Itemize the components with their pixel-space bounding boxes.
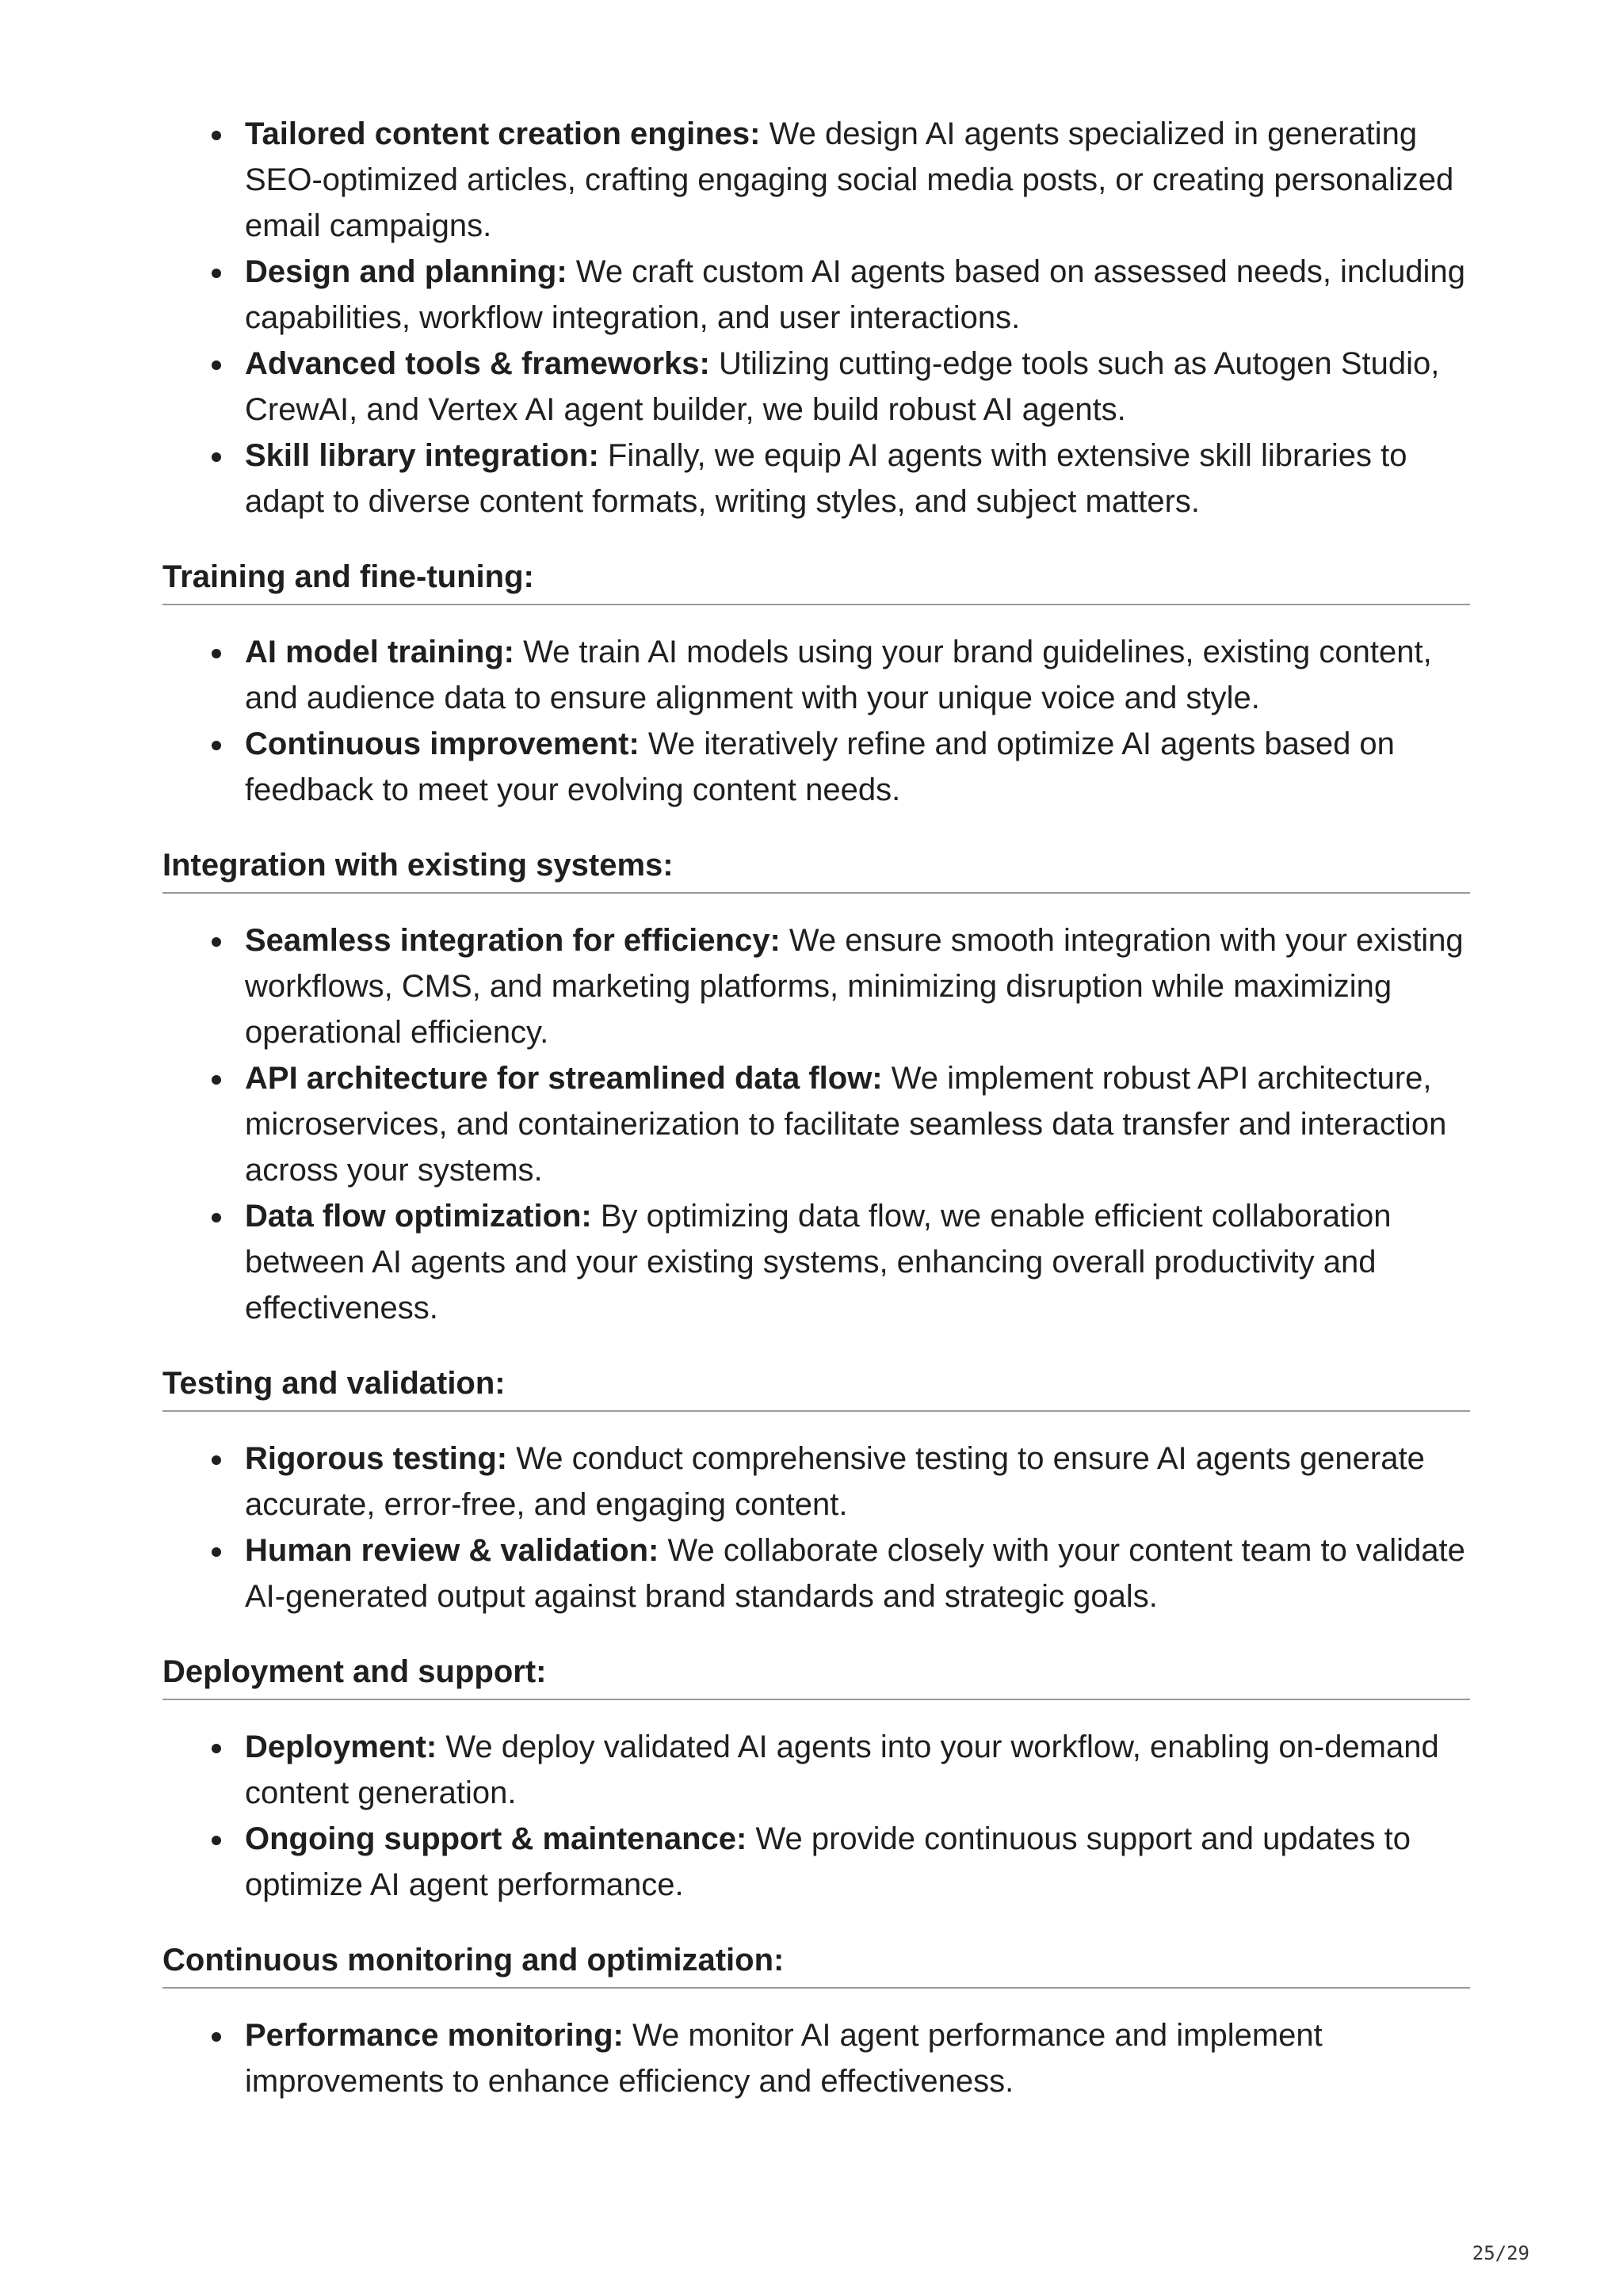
training-list [162, 629, 1470, 813]
list-item-text: We craft custom AI agents based on assessed needs, including capabilities, workflow integration, and user interactions. [245, 254, 1465, 335]
list-item-term: AI model training: [245, 635, 514, 669]
list-item [245, 1436, 1470, 1527]
testing-list [162, 1436, 1470, 1619]
list-item-term: Performance monitoring: [245, 2018, 624, 2053]
list-item-term: Design and planning: [245, 254, 567, 289]
list-item-text: We collaborate closely with your content team to validate AI-generated output against brand standards and strategic goals. [245, 1533, 1465, 1614]
section-heading-training: Training and fine-tuning: [162, 556, 1470, 605]
section-heading-monitoring: Continuous monitoring and optimization: [162, 1939, 1470, 1989]
monitoring-list [162, 2012, 1470, 2104]
list-item-text: We iteratively refine and optimize AI agents based on feedback to meet your evolving content needs. [245, 727, 1395, 807]
list-item-term: API architecture for streamlined data flow: [245, 1061, 883, 1096]
list-item-term: Seamless integration for efficiency: [245, 923, 781, 958]
list-item-text: By optimizing data flow, we enable efficient collaboration between AI agents and your existing systems, enhancing overall productivity and effectiveness. [245, 1199, 1392, 1325]
list-item-term: Skill library integration: [245, 438, 599, 473]
list-item-text: We monitor AI agent performance and implement improvements to enhance efficiency and effectiveness. [245, 2018, 1323, 2099]
list-item-term: Rigorous testing: [245, 1441, 508, 1476]
list-item-text: Utilizing cutting-edge tools such as Autogen Studio, CrewAI, and Vertex AI agent builder, we build robust AI agents. [245, 346, 1440, 427]
list-item-text: Finally, we equip AI agents with extensive skill libraries to adapt to diverse content formats, writing styles, and subject matters. [245, 438, 1407, 519]
list-item-term: Continuous improvement: [245, 727, 640, 761]
list-item [245, 1193, 1470, 1331]
list-item [245, 1724, 1470, 1816]
list-item-text: We conduct comprehensive testing to ensure AI agents generate accurate, error-free, and engaging content. [245, 1441, 1425, 1522]
list-item [245, 433, 1470, 524]
list-item [245, 1816, 1470, 1908]
list-item [245, 1055, 1470, 1193]
list-item [245, 721, 1470, 813]
list-item-term: Ongoing support & maintenance: [245, 1821, 747, 1856]
list-item-term: Human review & validation: [245, 1533, 659, 1568]
deployment-list [162, 1724, 1470, 1908]
list-item [245, 111, 1470, 249]
list-item-text: We train AI models using your brand guidelines, existing content, and audience data to ensure alignment with your unique voice and style. [245, 635, 1432, 715]
section-heading-integration: Integration with existing systems: [162, 845, 1470, 894]
list-item [245, 629, 1470, 721]
integration-list [162, 917, 1470, 1331]
list-item-term: Deployment: [245, 1730, 437, 1764]
list-item-text: We deploy validated AI agents into your workflow, enabling on-demand content generation. [245, 1730, 1439, 1810]
list-item-text: We ensure smooth integration with your existing workflows, CMS, and marketing platforms, minimizing disruption while maximizing operational efficiency. [245, 923, 1464, 1050]
intro-list [162, 111, 1470, 524]
list-item-text: We provide continuous support and updates to optimize AI agent performance. [245, 1821, 1411, 1902]
list-item-term: Data flow optimization: [245, 1199, 592, 1234]
list-item [245, 1527, 1470, 1619]
list-item [245, 341, 1470, 433]
list-item-text: We implement robust API architecture, microservices, and containerization to facilitate seamless data transfer and interaction across your systems. [245, 1061, 1447, 1188]
page-number: 25/29 [1472, 2242, 1529, 2264]
list-item [245, 2012, 1470, 2104]
document-body [162, 111, 1470, 2104]
list-item-text: We design AI agents specialized in generating SEO-optimized articles, crafting engaging social media posts, or creating personalized email campaigns. [245, 116, 1454, 243]
list-item [245, 249, 1470, 341]
section-heading-deployment: Deployment and support: [162, 1651, 1470, 1700]
list-item-term: Advanced tools & frameworks: [245, 346, 710, 381]
section-heading-testing: Testing and validation: [162, 1363, 1470, 1412]
list-item [245, 917, 1470, 1055]
list-item-term: Tailored content creation engines: [245, 116, 761, 151]
